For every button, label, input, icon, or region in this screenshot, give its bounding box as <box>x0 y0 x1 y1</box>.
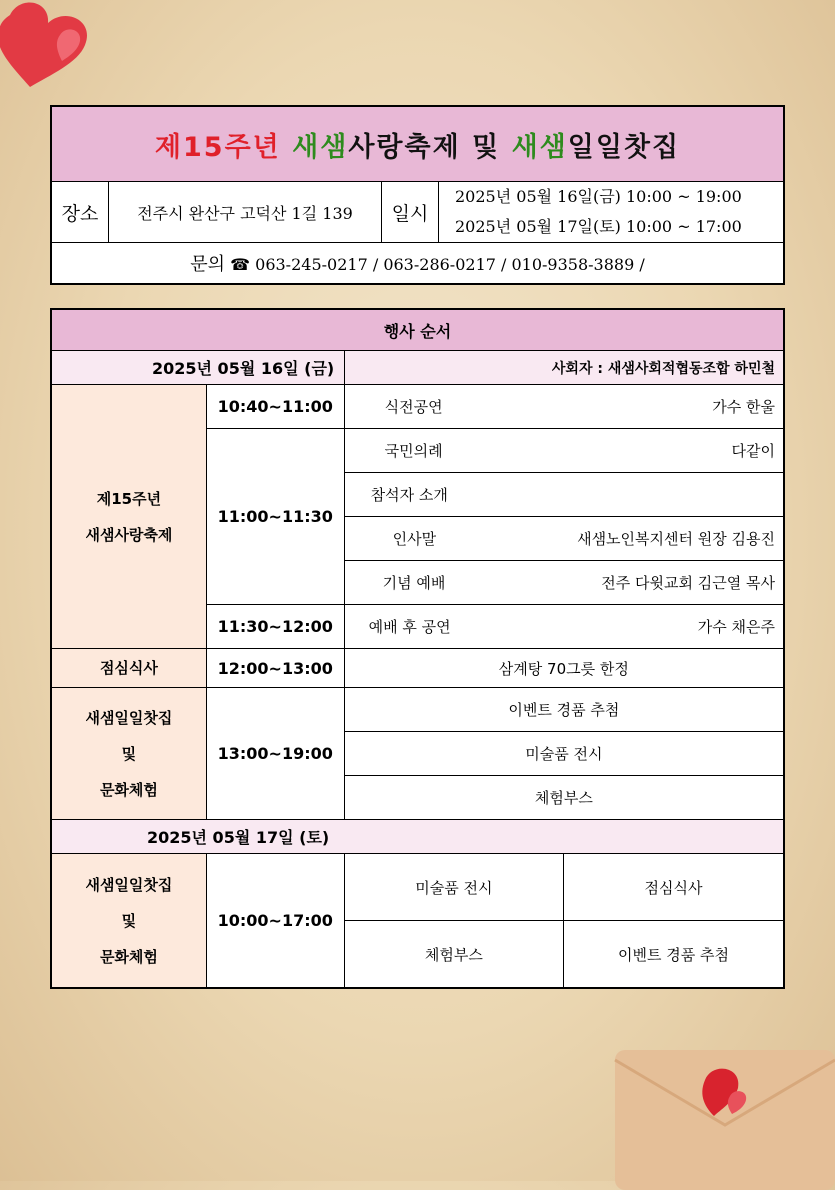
program-person: 전주 다윗교회 김근열 목사 <box>601 574 775 592</box>
program-name: 기념 예배 <box>382 574 446 592</box>
festival-category-text: 제15주년 새샘사랑축제 <box>85 489 173 544</box>
program-row <box>344 385 784 429</box>
program-name: 예배 후 공연 <box>368 618 451 636</box>
event-title <box>51 106 784 182</box>
datetime-line-2: 2025년 05월 17일(토) 10:00 ~ 17:00 <box>455 217 742 236</box>
program-person: 새샘노인복지센터 원장 김용진 <box>577 530 775 548</box>
program-row <box>344 605 784 649</box>
program-name: 식전공연 <box>384 398 443 416</box>
datetime-value <box>439 182 785 243</box>
program-person: 다같이 <box>731 442 775 460</box>
day2-category-line-2: 및 <box>121 911 137 930</box>
heart-decoration-icon <box>0 0 100 95</box>
day2-date: 2025년 05월 17일 (토) <box>51 820 784 854</box>
title-part-and: 및 <box>472 131 501 163</box>
program-person: 가수 한울 <box>712 398 775 416</box>
lunch-time: 12:00~13:00 <box>206 649 344 688</box>
datetime-line-1: 2025년 05월 16일(금) 10:00 ~ 19:00 <box>455 187 742 206</box>
day2-category-line-1: 새샘일일찻집 <box>85 875 173 894</box>
day2-category <box>51 854 206 989</box>
lunch-category: 점심식사 <box>51 649 206 688</box>
contact-numbers: 063-245-0217 / 063-286-0217 / 010-9358-3889 / <box>255 255 645 274</box>
day1-date: 2025년 05월 16일 (금) <box>51 351 344 385</box>
day2-item: 점심식사 <box>564 854 784 921</box>
program-name: 국민의례 <box>384 442 443 460</box>
lunch-detail: 삼계탕 70그릇 한정 <box>344 649 784 688</box>
title-part-anniversary: 제15주년 <box>154 131 281 163</box>
place-label: 장소 <box>51 182 109 243</box>
program-person: 가수 채은주 <box>697 618 775 636</box>
day2-time: 10:00~17:00 <box>206 854 344 989</box>
time-slot: 11:30~12:00 <box>206 605 344 649</box>
time-slot: 10:40~11:00 <box>206 385 344 429</box>
cafe-category <box>51 688 206 820</box>
title-part-festival: 사랑축제 <box>348 131 461 163</box>
cafe-category-line-2: 및 <box>121 744 137 763</box>
schedule-title: 행사 순서 <box>51 309 784 351</box>
day2-item: 이벤트 경품 추첨 <box>564 921 784 989</box>
cafe-item: 체험부스 <box>344 776 784 820</box>
program-row <box>344 517 784 561</box>
place-value: 전주시 완산구 고덕산 1길 139 <box>109 182 382 243</box>
program-row <box>344 429 784 473</box>
day2-item: 체험부스 <box>344 921 563 989</box>
cafe-category-line-1: 새샘일일찻집 <box>85 708 173 727</box>
program-row <box>344 561 784 605</box>
title-part-saesaem-2: 새샘 <box>511 131 568 163</box>
program-name: 참석자 소개 <box>370 486 448 504</box>
datetime-label: 일시 <box>382 182 439 243</box>
title-part-cafe: 일일찻집 <box>567 131 681 163</box>
event-info-table <box>50 105 785 285</box>
time-slot: 11:00~11:30 <box>206 429 344 605</box>
envelope-heart-decoration-icon <box>610 1040 835 1190</box>
cafe-category-line-3: 문화체험 <box>99 780 158 799</box>
day1-mc: 사회자 : 새샘사회적협동조합 하민철 <box>344 351 784 385</box>
title-part-saesaem-1: 새샘 <box>292 131 349 163</box>
cafe-item: 미술품 전시 <box>344 732 784 776</box>
phone-icon: ☎ <box>230 255 251 274</box>
program-row <box>344 473 784 517</box>
program-name: 인사말 <box>392 530 437 548</box>
day2-category-line-3: 문화체험 <box>99 947 158 966</box>
festival-category <box>51 385 206 649</box>
cafe-time: 13:00~19:00 <box>206 688 344 820</box>
cafe-item: 이벤트 경품 추첨 <box>344 688 784 732</box>
contact-label: 문의 <box>190 254 226 275</box>
schedule-table <box>50 308 785 989</box>
day2-item: 미술품 전시 <box>344 854 563 921</box>
contact-row <box>51 243 784 285</box>
